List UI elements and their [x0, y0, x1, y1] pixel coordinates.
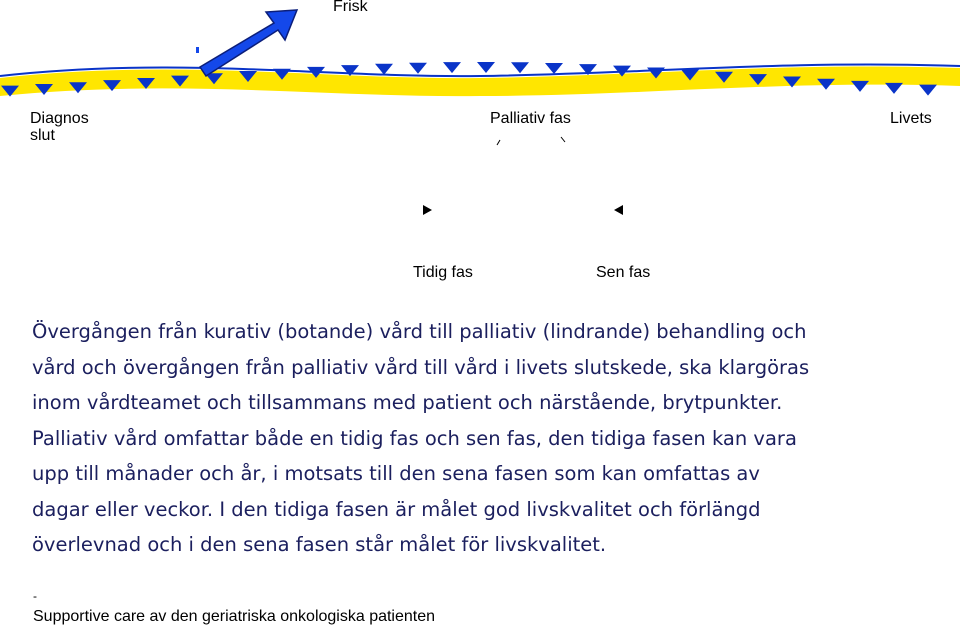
- band-triangle: [545, 63, 563, 74]
- body-line: dagar eller veckor. I den tidiga fasen är målet god livskvalitet och förlängd: [32, 497, 761, 521]
- body-paragraph: [32, 314, 932, 563]
- sen-fas-label: Sen fas: [596, 264, 651, 281]
- band-triangle: [919, 85, 937, 96]
- slut-label: slut: [30, 127, 55, 144]
- diagnos-label: Diagnos: [30, 110, 89, 127]
- band-triangle: [409, 63, 427, 74]
- tidig-fas-label: Tidig fas: [413, 264, 473, 281]
- palliativ-fas-label: Palliativ fas: [490, 110, 571, 127]
- band-triangle: [443, 62, 461, 73]
- arrow-right-icon: [423, 205, 432, 215]
- band-triangle: [375, 64, 393, 75]
- tick-marks: [497, 137, 565, 145]
- body-line: vård och övergången från palliativ vård till vård i livets slutskede, ska klargöras: [32, 355, 810, 379]
- body-line: upp till månader och år, i motsats till den sena fasen som kan omfattas av: [32, 462, 760, 485]
- arrow-left-icon: [614, 205, 623, 215]
- body-line: överlevnad och i den sena fasen står målet för livskvalitet.: [32, 533, 607, 556]
- livets-label: Livets: [890, 110, 932, 127]
- timeline-band: [0, 62, 960, 97]
- band-triangle: [885, 83, 903, 94]
- body-line: inom vårdteamet och tillsammans med patient och närstående, brytpunkter.: [32, 391, 783, 414]
- body-line: Övergången från kurativ (botande) vård till palliativ (lindrande) behandling och: [32, 320, 807, 343]
- band-triangle: [477, 62, 495, 73]
- band-triangle: [511, 62, 529, 73]
- body-line: Palliativ vård omfattar både en tidig fas och sen fas, den tidiga fasen kan vara: [32, 426, 797, 450]
- footnote-dash: -: [33, 589, 37, 603]
- source-caption: Supportive care av den geriatriska onkologiska patienten: [33, 608, 436, 625]
- arrow-up-right-icon: [196, 10, 297, 76]
- band-triangle: [851, 81, 869, 92]
- frisk-label: Frisk: [333, 0, 368, 15]
